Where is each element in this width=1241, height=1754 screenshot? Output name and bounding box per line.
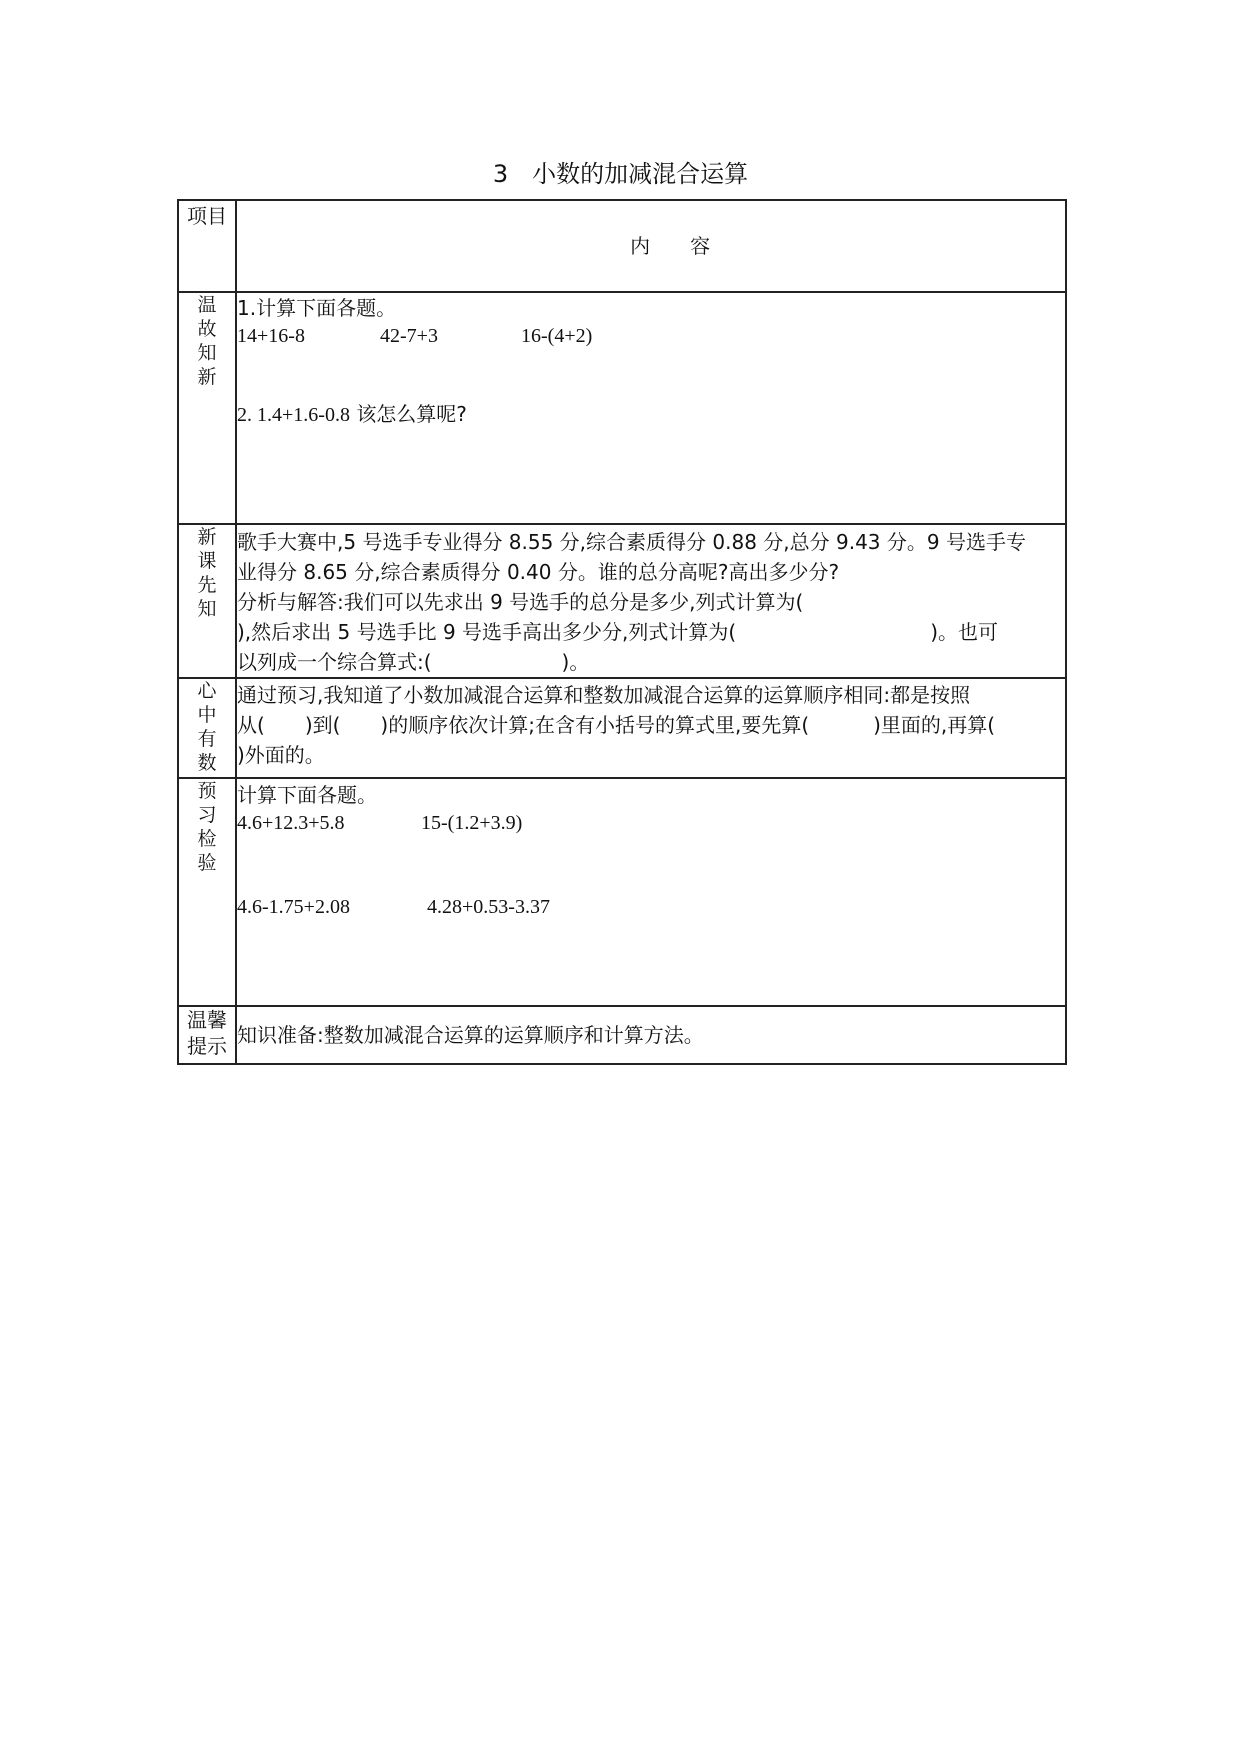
header-item-cell bbox=[178, 200, 236, 292]
tip-label-cell bbox=[178, 1006, 236, 1064]
check-expression-1: 4.6+12.3+5.8 bbox=[237, 812, 345, 834]
new-lesson-line-1: 歌手大赛中,5 号选手专业得分 8.55 分,综合素质得分 0.88 分,总分 9.43 分。9 号选手专 bbox=[237, 530, 1026, 554]
check-label: 预习检验 bbox=[197, 780, 217, 874]
review-question-1: 1.计算下面各题。 bbox=[237, 296, 397, 320]
mind-line-2-d: )里面的,再算( bbox=[873, 713, 996, 737]
new-lesson-line-5 bbox=[237, 647, 1065, 677]
check-content-cell bbox=[236, 778, 1066, 1006]
review-label-cell bbox=[178, 292, 236, 524]
check-row bbox=[178, 778, 1066, 1006]
new-lesson-label-cell bbox=[178, 524, 236, 678]
check-expression-3: 4.6-1.75+2.08 bbox=[237, 896, 350, 918]
review-row bbox=[178, 292, 1066, 524]
page-title: 3 小数的加减混合运算 bbox=[492, 160, 749, 188]
tip-label: 温馨提示 bbox=[187, 1008, 227, 1058]
new-lesson-line-4-start: ),然后求出 5 号选手比 9 号选手高出多少分,列式计算为( bbox=[237, 620, 737, 644]
header-content-label: 内 容 bbox=[630, 234, 711, 258]
review-question-2-text: 该怎么算呢? bbox=[356, 402, 467, 426]
new-lesson-content-cell bbox=[236, 524, 1066, 678]
tip-text: 知识准备:整数加减混合运算的运算顺序和计算方法。 bbox=[237, 1023, 704, 1047]
new-lesson-line-4 bbox=[237, 617, 1065, 647]
new-lesson-line-5-start: 以列成一个综合算式:( bbox=[237, 650, 432, 674]
header-content-cell bbox=[236, 200, 1066, 292]
check-intro: 计算下面各题。 bbox=[237, 783, 377, 807]
mind-line-2 bbox=[237, 710, 1065, 740]
review-expression-3: 16-(4+2) bbox=[521, 325, 593, 347]
mind-line-2-c: )的顺序依次计算;在含有小括号的算式里,要先算( bbox=[380, 713, 810, 737]
check-expression-row-2 bbox=[237, 894, 1065, 920]
mind-line-3: )外面的。 bbox=[237, 743, 325, 767]
review-content-cell bbox=[236, 292, 1066, 524]
review-question-2-expression: 2. 1.4+1.6-0.8 bbox=[237, 404, 350, 426]
study-table bbox=[177, 199, 1067, 1065]
mind-row bbox=[178, 678, 1066, 778]
new-lesson-line-5-end: )。 bbox=[561, 650, 590, 674]
mind-line-2-b: )到( bbox=[304, 713, 341, 737]
new-lesson-line-4-end: )。也可 bbox=[930, 620, 999, 644]
new-lesson-line-2: 业得分 8.65 分,综合素质得分 0.40 分。谁的总分高呢?高出多少分? bbox=[237, 560, 840, 584]
new-lesson-row bbox=[178, 524, 1066, 678]
check-expression-row-1 bbox=[237, 810, 1065, 836]
check-label-cell bbox=[178, 778, 236, 1006]
mind-line-1: 通过预习,我知道了小数加减混合运算和整数加减混合运算的运算顺序相同:都是按照 bbox=[237, 683, 971, 707]
check-expression-2: 15-(1.2+3.9) bbox=[421, 812, 523, 834]
review-expression-2: 42-7+3 bbox=[380, 325, 438, 347]
mind-content-cell bbox=[236, 678, 1066, 778]
new-lesson-line-3: 分析与解答:我们可以先求出 9 号选手的总分是多少,列式计算为( bbox=[237, 590, 804, 614]
check-expression-4: 4.28+0.53-3.37 bbox=[427, 896, 550, 918]
mind-label-cell bbox=[178, 678, 236, 778]
header-item-label: 项目 bbox=[187, 204, 227, 228]
mind-line-2-a: 从( bbox=[237, 713, 265, 737]
table-header-row bbox=[178, 200, 1066, 292]
review-expression-row bbox=[237, 323, 1065, 349]
new-lesson-label: 新课先知 bbox=[197, 526, 217, 620]
review-question-2 bbox=[237, 399, 1065, 430]
tip-content-cell bbox=[236, 1006, 1066, 1064]
review-expression-1: 14+16-8 bbox=[237, 325, 305, 347]
tip-row bbox=[178, 1006, 1066, 1064]
review-label: 温故知新 bbox=[197, 294, 217, 388]
mind-label: 心中有数 bbox=[197, 680, 217, 774]
